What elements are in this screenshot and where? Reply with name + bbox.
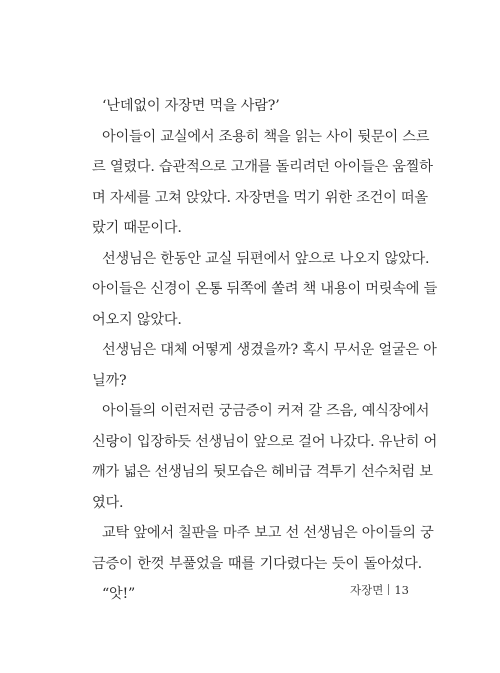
text-line: 신랑이 입장하듯 선생님이 앞으로 걸어 나갔다. 유난히 어	[92, 433, 438, 450]
text-line: 랐기 때문이다.	[92, 220, 182, 236]
text-line: “앗!”	[102, 586, 136, 602]
text-line: 닐까?	[92, 372, 127, 389]
text-line: 선생님은 한동안 교실 뒤편에서 앞으로 나오지 않았다.	[102, 250, 430, 267]
page-number: 13	[394, 583, 409, 597]
page-footer	[350, 582, 409, 598]
text-line: 선생님은 대체 어떻게 생겼을까? 혹시 무서운 얼굴은 아	[102, 342, 437, 358]
body-text	[92, 91, 438, 610]
text-line: 아이들은 신경이 온통 뒤쪽에 쏠려 책 내용이 머릿속에 들	[92, 281, 438, 297]
text-line: 아이들의 이런저런 궁금증이 커져 갈 즈음, 예식장에서	[102, 403, 430, 419]
text-line: 아이들이 교실에서 조용히 책을 읽는 사이 뒷문이 스르	[102, 128, 430, 145]
text-line: 금증이 한껏 부풀었을 때를 기다렸다는 듯이 돌아섰다.	[92, 555, 422, 572]
text-line: 며 자세를 고쳐 앉았다. 자장면을 먹기 위한 조건이 떠올	[92, 189, 428, 206]
text-line: 어오지 않았다.	[92, 311, 182, 328]
text-line: 교탁 앞에서 칠판을 마주 보고 선 선생님은 아이들의 궁	[102, 525, 434, 541]
text-line: 르 열렸다. 습관적으로 고개를 돌리려던 아이들은 움찔하	[92, 159, 433, 175]
running-title: 자장면	[350, 583, 384, 597]
text-line: ‘난데없이 자장면 먹을 사람?’	[102, 98, 280, 114]
footer-divider	[388, 584, 389, 595]
text-line: 깨가 넓은 선생님의 뒷모습은 헤비급 격투기 선수처럼 보	[92, 464, 433, 480]
text-line: 였다.	[92, 494, 124, 511]
